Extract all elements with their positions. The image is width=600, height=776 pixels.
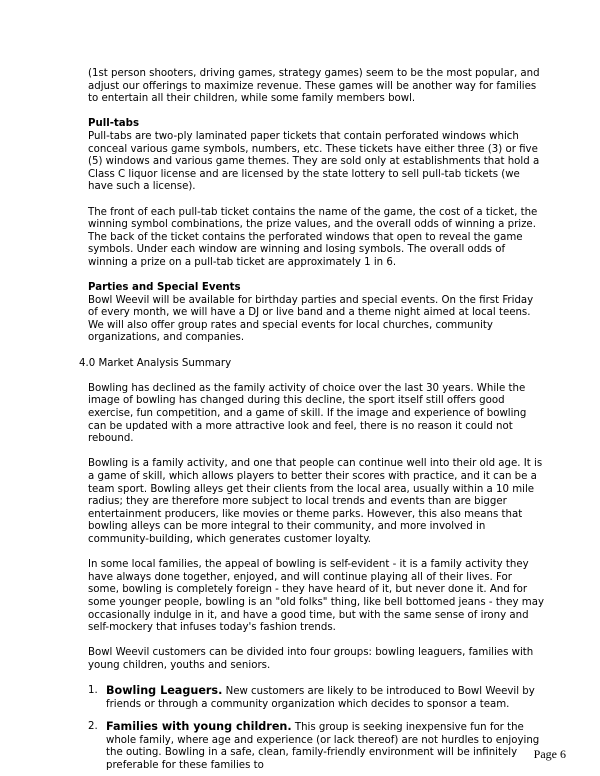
pull-tabs-paragraph-1: Pull-tabs are two-ply laminated paper tickets that contain perforated windows which conceal various game symbols, numbers, etc. These tickets have either three (3) or five (5) windows and various game themes. They are sold only at establishments that hold a Class C liquor license and are licensed by the state lottery to sell pull-tab tickets (we have such a license). <box>88 130 540 193</box>
market-paragraph-3: In some local families, the appeal of bowling is self-evident - it is a family activity they have always done together, enjoyed, and will continue playing all of their lives. For some, bowling is completely foreign - they have heard of it, but never done it. And for some younger people, bowling is an "old folks" thing, like bell bottomed jeans - they may occasionally indulge in it, and have a good time, but with the same sense of irony and self-mockery that infuses today's fashion trends. <box>88 559 544 634</box>
list-number: 2. <box>88 721 98 733</box>
list-item <box>88 721 546 772</box>
list-number: 1. <box>88 685 98 697</box>
list-item-text: This group is seeking inexpensive fun for the whole family, where age and experience (or lack thereof) are not hurdles to enjoying the outing. Bowling in a safe, clean, family-friendly environment will be infinitely preferable for these families to <box>106 722 540 772</box>
customer-groups-list <box>88 685 546 773</box>
market-paragraph-4: Bowl Weevil customers can be divided into four groups: bowling leaguers, families with young children, youths and seniors. <box>88 647 534 671</box>
parties-paragraph: Bowl Weevil will be available for birthday parties and special events. On the first Friday of every month, we will have a DJ or live band and a theme night aimed at local teens. We will also offer group rates and special events for local churches, community organizations, and companies. <box>88 294 534 344</box>
list-item <box>88 685 546 711</box>
parties-heading: Parties and Special Events <box>88 282 241 294</box>
market-paragraph-2: Bowling is a family activity, and one that people can continue well into their old age. It is a game of skill, which allows players to better their scores with practice, and it can be a team sport. Bowling alleys get their clients from the local area, usually within a 10 mile radius; they are therefore more subject to local trends and events than are bigger entertainment producers, like movies or theme parks. However, this also means that bowling alleys can be more integral to their community, and more involved in community-building, which generates customer loyalty. <box>88 458 543 545</box>
list-item-title: Families with young children. <box>106 720 292 734</box>
list-item-title: Bowling Leaguers. <box>106 684 223 698</box>
market-paragraph-1: Bowling has declined as the family activity of choice over the last 30 years. While the image of bowling has changed during this decline, the sport itself still offers good exercise, fun competition, and a game of skill. If the image and experience of bowling can be updated with a more attractive look and feel, there is no reason it could not rebound. <box>88 382 527 445</box>
list-item-text: New customers are likely to be introduced to Bowl Weevil by friends or through a community organization which decides to sponsor a team. <box>106 686 535 710</box>
market-analysis-heading: 4.0 Market Analysis Summary <box>79 357 232 369</box>
page-content <box>79 68 546 773</box>
pull-tabs-paragraph-2: The front of each pull-tab ticket contains the name of the game, the cost of a ticket, the winning symbol combinations, the prize values, and the overall odds of winning a prize. The back of the ticket contains the perforated windows that open to reveal the game symbols. Under each window are winning and losing symbols. The overall odds of winning a prize on a pull-tab ticket are approximately 1 in 6. <box>88 206 538 268</box>
intro-paragraph: (1st person shooters, driving games, strategy games) seem to be the most popular, and adjust our offerings to maximize revenue. These games will be another way for families to entertain all their children, while some family members bowl. <box>88 68 540 105</box>
pull-tabs-heading: Pull-tabs <box>88 118 140 130</box>
page-number: Page 6 <box>533 747 566 761</box>
